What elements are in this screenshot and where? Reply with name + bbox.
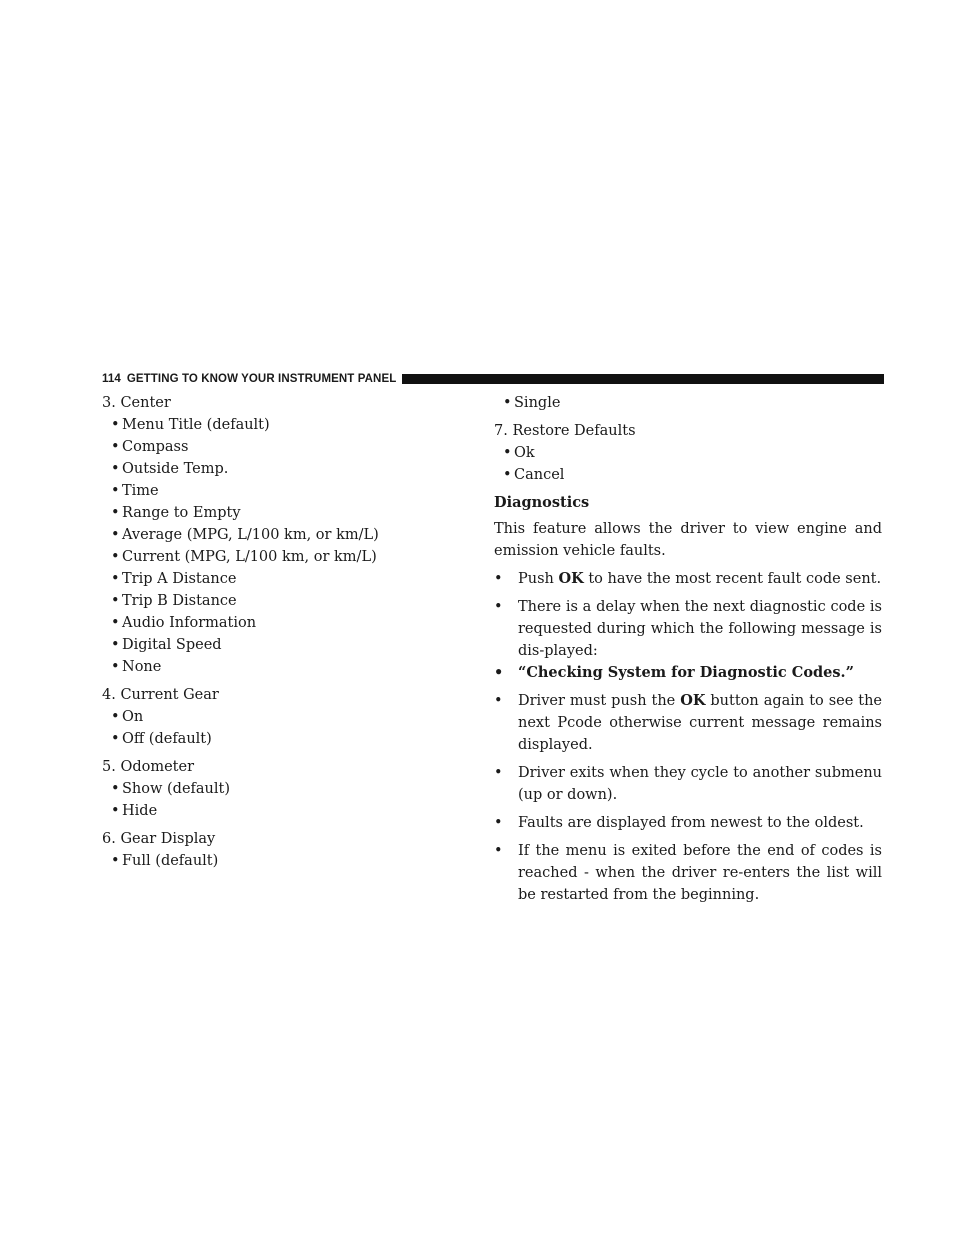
diagnostics-title: Diagnostics (494, 494, 590, 511)
header-rule (402, 374, 884, 384)
odometer-options (102, 778, 462, 822)
list-item: • None (102, 656, 462, 678)
list-item: • Single (494, 392, 882, 414)
page-number: 114 (102, 373, 121, 385)
left-column (102, 392, 462, 872)
list-item: • Menu Title (default) (102, 414, 462, 436)
list-item: • Full (default) (102, 850, 462, 872)
diagnostics-list (494, 568, 882, 906)
current-gear-heading: 4. Current Gear (102, 687, 219, 703)
header-title: GETTING TO KNOW YOUR INSTRUMENT PANEL (126, 373, 397, 385)
running-header (102, 372, 884, 386)
list-item: • There is a delay when the next diagnostic code is requested during which the following message is dis-played: (494, 596, 882, 662)
list-item: • Driver must push the OK button again to see the next Pcode otherwise current message remains displayed. (494, 690, 882, 756)
ok-keyword: OK (558, 570, 584, 587)
ok-keyword: OK (680, 692, 706, 709)
list-item: • Push OK to have the most recent fault code sent. (494, 568, 882, 590)
list-item: • Outside Temp. (102, 458, 462, 480)
list-item: • Compass (102, 436, 462, 458)
list-item: • Average (MPG, L/100 km, or km/L) (102, 524, 462, 546)
list-item: • Hide (102, 800, 462, 822)
list-item: • Show (default) (102, 778, 462, 800)
gear-display-options-continued (494, 392, 882, 414)
list-item: • Range to Empty (102, 502, 462, 524)
list-item: • Digital Speed (102, 634, 462, 656)
list-item: • “Checking System for Diagnostic Codes.” (494, 662, 882, 684)
current-gear-options (102, 706, 462, 750)
gear-display-heading: 6. Gear Display (102, 831, 216, 847)
list-item: • Ok (494, 442, 882, 464)
list-item: • Cancel (494, 464, 882, 486)
list-item: • Audio Information (102, 612, 462, 634)
list-item: • Faults are displayed from newest to the oldest. (494, 812, 882, 834)
odometer-heading: 5. Odometer (102, 759, 195, 775)
list-item: • Trip A Distance (102, 568, 462, 590)
right-column (494, 392, 882, 912)
restore-defaults-options (494, 442, 882, 486)
list-item: • Trip B Distance (102, 590, 462, 612)
list-item: • Current (MPG, L/100 km, or km/L) (102, 546, 462, 568)
center-options (102, 414, 462, 678)
list-item: • If the menu is exited before the end of codes is reached - when the driver re-enters the list will be restarted from the beginning. (494, 840, 882, 906)
list-item: • Time (102, 480, 462, 502)
restore-defaults-heading: 7. Restore Defaults (494, 423, 636, 439)
diagnostics-intro: This feature allows the driver to view engine and emission vehicle faults. (494, 521, 882, 559)
gear-display-options (102, 850, 462, 872)
list-item: • Driver exits when they cycle to another submenu (up or down). (494, 762, 882, 806)
list-item: • On (102, 706, 462, 728)
center-heading: 3. Center (102, 395, 171, 411)
list-item: • Off (default) (102, 728, 462, 750)
